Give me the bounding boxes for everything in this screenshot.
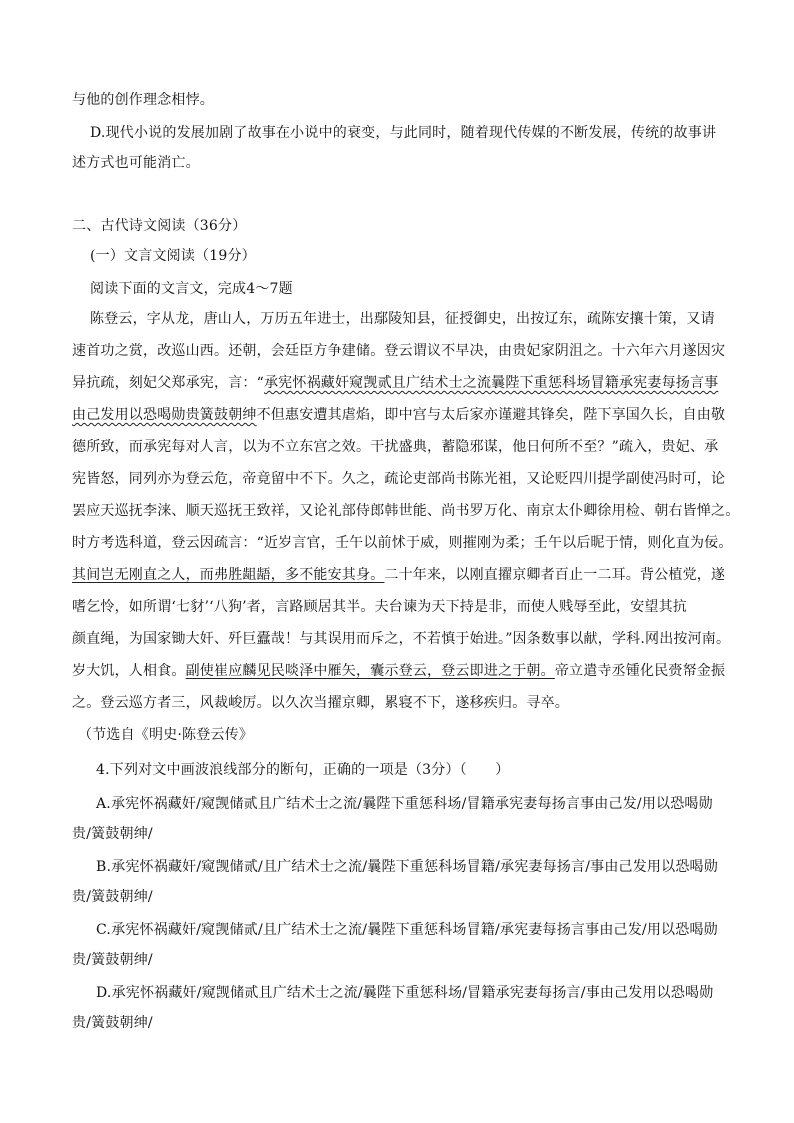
passage-source: （节选自《明史·陈登云传》 — [78, 727, 254, 743]
instruction: 阅读下面的文言文，完成4～7题 — [90, 281, 293, 297]
passage-text: 岁大饥，人相食。 — [72, 663, 186, 679]
passage-text: 不但惠安遭其虐焰，即中宫与太后家亦谨避其锋矣，陛下享国久长，自由敬 — [256, 407, 726, 423]
passage-line-13: 之。登云巡方者三，风裁峻厉。以久次当擢京卿，累寝不下，遂移疾归。寻卒。 — [72, 695, 569, 711]
prev-option-d-line2: 述方式也可能消亡。 — [72, 155, 200, 171]
option-b-line1: B.承宪怀祸藏奸/窥觊储贰/且广结术士之流/曩陛下重惩科场冒籍/承宪妻每扬言/事由己发用以恐喝勋 — [96, 859, 718, 875]
passage-line-3 — [72, 373, 722, 393]
passage-line-6: 宪皆怒，同列亦为登云危，帝竟留中不下。久之，疏论吏部尚书陈光祖，又论贬四川提学副使冯时可，论 — [72, 471, 726, 487]
passage-text: 帝立遣寺丞锺化民赍帑金振 — [554, 663, 726, 679]
sub-section-title: (一）文言文阅读（19分） — [90, 248, 256, 264]
passage-line-7: 罢应天巡抚李涞、顺天巡抚王致祥，又论礼部侍郎韩世能、尚书罗万化、南京太仆卿徐用检、朝右皆惮之。 — [72, 503, 740, 519]
option-c-line2: 贵/簧鼓朝绅/ — [72, 952, 153, 968]
option-a-line1: A.承宪怀祸藏奸/窥觊储贰且广结术士之流/曩陛下重惩科场/冒籍承宪妻每扬言事由己发/用以恐喝勋 — [96, 796, 713, 812]
passage-text: 二十年来，以刚直擢京卿者百止一二耳。背公植党，遂 — [384, 567, 726, 583]
passage-line-5: 德所致，而承宪每对人言，以为不立东宫之效。干扰盛典，蓄隐邪谋，他日何所不至？”疏入，贵妃、承 — [72, 439, 719, 455]
wavy-underlined-text: 承宪怀祸藏奸窥觊贰且广结术士之流曩陛下重惩科场冒籍承宪妻每扬言事 — [263, 375, 719, 391]
option-a-line2: 贵/簧鼓朝绅/ — [72, 826, 153, 842]
prev-option-tail: 与他的创作理念相悖。 — [72, 92, 214, 108]
option-b-line2: 贵/簧鼓朝绅/ — [72, 889, 153, 905]
section-title: 二、古代诗文阅读（36分） — [72, 218, 247, 234]
passage-line-8: 时方考选科道，登云因疏言：“近岁言官，壬午以前怵于威，则摧刚为柔；壬午以后昵于情，则化直为佞。 — [72, 535, 733, 551]
passage-line-1: 陈登云，字从龙，唐山人，万历五年进士，出鄢陵知县，征授御史，出按辽东，疏陈安攘十策，又请 — [90, 311, 715, 327]
wavy-underlined-text: 由己发用以恐喝勋贵簧鼓朝绅 — [72, 407, 257, 423]
passage-line-12 — [72, 661, 726, 681]
option-c-line1: C.承宪怀祸藏奸/窥觊储贰/且广结术士之流/曩陛下重惩科场冒籍/承宪妻每扬言事由己发/用以恐喝勋 — [96, 922, 718, 938]
passage-line-10: 嗜乞怜，如所谓‘七豺’‘八狗’者，言路顾居其半。夫台谏为天下持是非，而使人贱辱至此，安望其抗 — [72, 599, 687, 615]
passage-line-11: 颜直绳，为国家锄大奸、歼巨蠹哉！与其误用而斥之，不若慎于始进。”因条数事以献，学科.网出按河南。 — [72, 631, 731, 647]
option-d-line1: D.承宪怀祸藏奸/窥觊储贰且广结术士之流/曩陛下重惩科场/冒籍承宪妻每扬言/事由己发用以恐喝勋 — [96, 985, 714, 1001]
passage-line-4 — [72, 405, 726, 425]
passage-line-9 — [72, 565, 726, 585]
prev-option-d-line1: D.现代小说的发展加剧了故事在小说中的衰变，与此同时，随着现代传媒的不断发展，传统的故事讲 — [90, 125, 717, 141]
passage-text: 异抗疏，刻妃父郑承宪，言：“ — [72, 375, 264, 391]
underlined-sentence: 其间岂无刚直之人，而弗胜龃龉，多不能安其身。 — [72, 567, 385, 583]
option-d-line2: 贵/簧鼓朝绅/ — [72, 1015, 153, 1031]
passage-line-2: 速首功之赏，改巡山西。还朝，会廷臣方争建储。登云谓议不早决，由贵妃家阴沮之。十六年六月遂因灾 — [72, 343, 726, 359]
question-stem: 4.下列对文中画波浪线部分的断句，正确的一项是（3分）（ ） — [96, 762, 510, 778]
underlined-sentence: 副使崔应麟见民啖泽中雁矢，囊示登云，登云即进之于朝。 — [185, 663, 555, 679]
